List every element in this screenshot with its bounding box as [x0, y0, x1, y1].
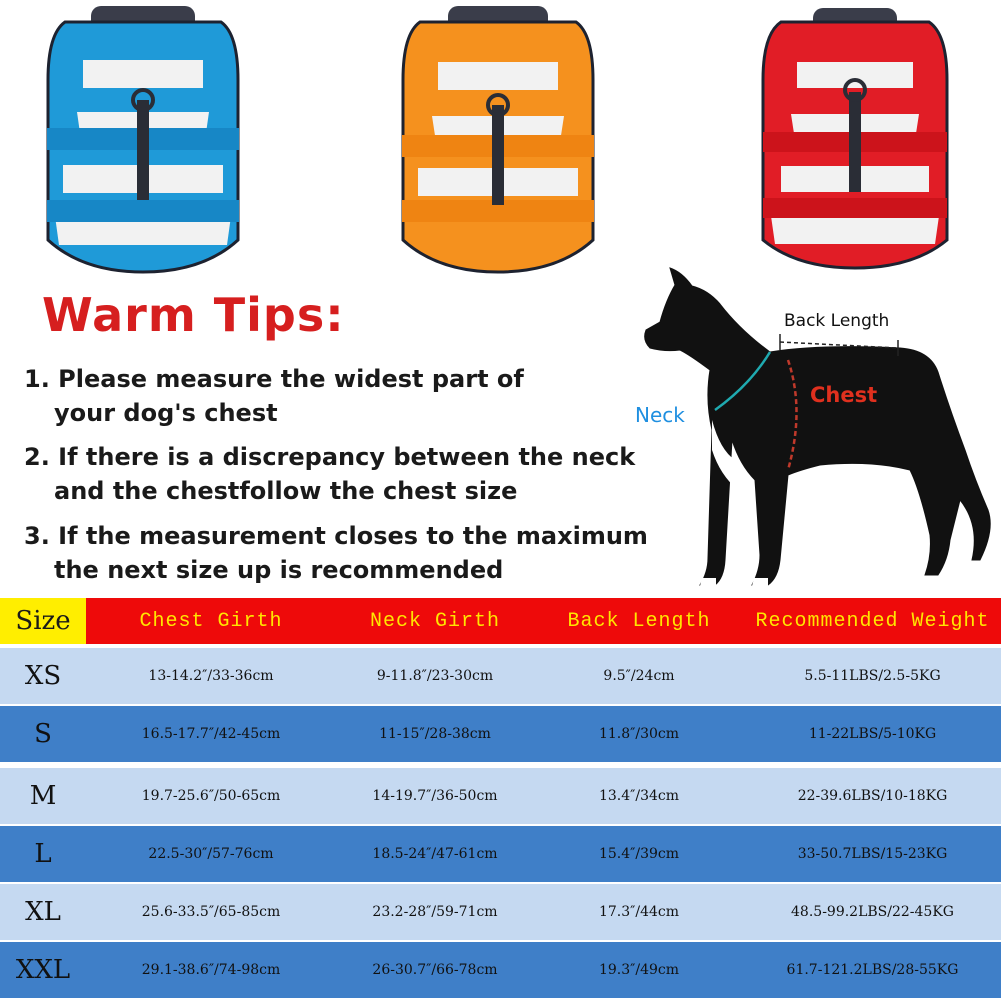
recommended-weight-cell: 33-50.7LBS/15-23KG: [797, 846, 948, 862]
neck-girth-cell: 11-15″/28-38cm: [379, 726, 491, 742]
back-length-cell: 11.8″/30cm: [598, 726, 680, 742]
header-back-length: Back Length: [567, 609, 711, 633]
tip-1: [24, 362, 524, 430]
chest-girth-cell: 22.5-30″/57-76cm: [148, 846, 274, 862]
header-size: Size: [0, 598, 86, 644]
header-chest-girth: Chest Girth: [139, 609, 283, 633]
header-neck-girth: Neck Girth: [369, 609, 501, 633]
chest-girth-cell: 29.1-38.6″/74-98cm: [141, 962, 281, 978]
chest-girth-cell: 16.5-17.7″/42-45cm: [141, 726, 281, 742]
back-length-label: Back Length: [784, 311, 890, 331]
table-row: [0, 768, 1001, 824]
blue-vest-image: [47, 6, 239, 272]
back-length-cell: 15.4″/39cm: [598, 846, 680, 862]
recommended-weight-cell: 11-22LBS/5-10KG: [808, 726, 937, 742]
tip-2-line1: 2. If there is a discrepancy between the neck: [24, 443, 636, 471]
size-cell: XS: [24, 661, 62, 691]
chest-girth-cell: 19.7-25.6″/50-65cm: [141, 788, 281, 804]
back-length-cell: 13.4″/34cm: [598, 788, 680, 804]
neck-girth-cell: 14-19.7″/36-50cm: [372, 788, 498, 804]
size-cell: M: [29, 781, 57, 811]
neck-label: Neck: [635, 403, 685, 427]
size-cell: S: [34, 719, 52, 749]
size-cell: L: [34, 839, 52, 869]
tip-1-line1: 1. Please measure the widest part of: [24, 365, 524, 393]
recommended-weight-cell: 22-39.6LBS/10-18KG: [797, 788, 948, 804]
orange-vest-image: [402, 6, 594, 272]
table-row: [0, 648, 1001, 704]
size-table-header: [0, 598, 1001, 644]
chest-label: Chest: [810, 383, 878, 407]
red-vest-image: [763, 8, 947, 268]
table-row: [0, 942, 1001, 998]
recommended-weight-cell: 48.5-99.2LBS/22-45KG: [791, 904, 954, 920]
neck-girth-cell: 23.2-28″/59-71cm: [372, 904, 498, 920]
neck-girth-cell: 26-30.7″/66-78cm: [372, 962, 498, 978]
table-row: [0, 706, 1001, 762]
warm-tips-title: Warm Tips:: [42, 288, 345, 342]
back-length-cell: 19.3″/49cm: [598, 962, 680, 978]
back-length-cell: 17.3″/44cm: [598, 904, 680, 920]
back-length-cell: 9.5″/24cm: [603, 668, 675, 684]
size-cell: XL: [25, 897, 61, 927]
tip-3-line1: 3. If the measurement closes to the maximum: [24, 522, 648, 550]
recommended-weight-cell: 5.5-11LBS/2.5-5KG: [804, 668, 941, 684]
tip-1-line2: your dog's chest: [54, 399, 278, 427]
table-row: [0, 884, 1001, 940]
table-row: [0, 826, 1001, 882]
vest-images: [0, 0, 1001, 280]
size-cell: XXL: [15, 955, 71, 985]
dog-measurement-diagram: [620, 260, 1001, 596]
tip-3-line2: the next size up is recommended: [54, 556, 504, 584]
size-table: [0, 598, 1001, 997]
neck-girth-cell: 9-11.8″/23-30cm: [376, 668, 494, 684]
tip-3: [24, 519, 648, 587]
header-recommended-weight: Recommended Weight: [755, 609, 990, 633]
tip-2-line2: and the chestfollow the chest size: [54, 477, 518, 505]
chest-girth-cell: 25.6-33.5″/65-85cm: [141, 904, 281, 920]
neck-girth-cell: 18.5-24″/47-61cm: [372, 846, 498, 862]
recommended-weight-cell: 61.7-121.2LBS/28-55KG: [786, 962, 959, 978]
chest-girth-cell: 13-14.2″/33-36cm: [148, 668, 274, 684]
tip-2: [24, 440, 635, 508]
